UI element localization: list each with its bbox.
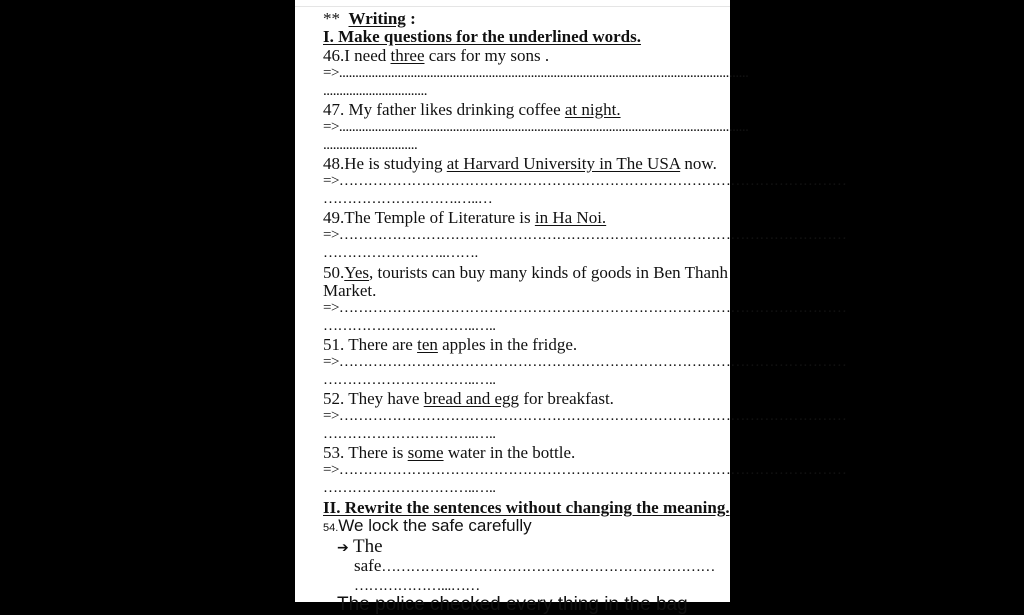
- answer-line-49[interactable]: =>……………………………………………………………………………………………: [323, 227, 847, 243]
- answer-line-50[interactable]: =>……………………………………………………………………………………………: [323, 300, 847, 316]
- section-2-title: II. Rewrite the sentences without changing the meaning.: [323, 498, 730, 517]
- question-51: 51. There are ten apples in the fridge.: [323, 335, 578, 354]
- answer-line-52-cont[interactable]: …………………………..…..: [323, 426, 496, 442]
- question-54: 54.We lock the safe carefully: [323, 516, 532, 535]
- section-1-title: I. Make questions for the underlined words.: [323, 27, 641, 46]
- answer-line-51-cont[interactable]: …………………………..…..: [323, 372, 496, 388]
- answer-line-54[interactable]: safe……………………………………………………………: [354, 556, 715, 575]
- answer-line-46[interactable]: =>..............................................................................................................................: [323, 65, 749, 81]
- underlined-word: some: [407, 443, 444, 462]
- question-49: 49.The Temple of Literature is in Ha Noi.: [323, 208, 607, 227]
- question-55-partial: The police checked every thing in the bag: [337, 594, 688, 615]
- answer-line-47-cont[interactable]: .............................: [323, 137, 418, 153]
- question-52: 52. They have bread and egg for breakfast.: [323, 389, 614, 408]
- page-top-edge: [295, 6, 730, 7]
- question-50: 50.Yes, tourists can buy many kinds of goods in Ben Thanh: [323, 263, 729, 282]
- underlined-word: bread and egg: [423, 389, 520, 408]
- question-46: 46.I need three cars for my sons .: [323, 46, 550, 65]
- underlined-word: three: [390, 46, 425, 65]
- worksheet-page: [295, 0, 847, 615]
- arrow-icon: ➔: [337, 539, 349, 555]
- underlined-word: in Ha Noi.: [534, 208, 607, 227]
- answer-line-54-cont[interactable]: ………………...……: [354, 578, 480, 594]
- underlined-word: at Harvard University in The USA: [446, 154, 681, 173]
- answer-line-49-cont[interactable]: ……………………..…….: [323, 245, 478, 261]
- question-50-cont: Market.: [323, 281, 377, 300]
- question-53: 53. There is some water in the bottle.: [323, 443, 576, 462]
- answer-line-48-cont[interactable]: ……………………….…..…: [323, 191, 493, 207]
- heading-colon: :: [410, 9, 416, 28]
- underlined-word: at night.: [564, 100, 621, 119]
- heading-stars: **: [323, 9, 340, 28]
- answer-line-50-cont[interactable]: …………………………..…..: [323, 318, 496, 334]
- question-48: 48.He is studying at Harvard University in The USA now.: [323, 154, 717, 173]
- heading-title: Writing: [348, 9, 406, 28]
- underlined-word: ten: [417, 335, 438, 354]
- writing-heading: [323, 9, 416, 29]
- answer-line-53[interactable]: =>……………………………………………………………………………………………: [323, 462, 847, 478]
- answer-line-52[interactable]: =>……………………………………………………………………………………………: [323, 408, 847, 424]
- underlined-word: Yes: [344, 263, 369, 282]
- answer-line-47[interactable]: =>..............................................................................................................................: [323, 119, 749, 135]
- question-47: 47. My father likes drinking coffee at night.: [323, 100, 621, 119]
- answer-line-51[interactable]: =>……………………………………………………………………………………………: [323, 354, 847, 370]
- answer-line-48[interactable]: =>……………………………………………………………………………………………: [323, 173, 847, 189]
- answer-line-53-cont[interactable]: …………………………..…..: [323, 480, 496, 496]
- answer-54-start: ➔ The: [337, 536, 383, 557]
- answer-line-46-cont[interactable]: ................................: [323, 83, 427, 99]
